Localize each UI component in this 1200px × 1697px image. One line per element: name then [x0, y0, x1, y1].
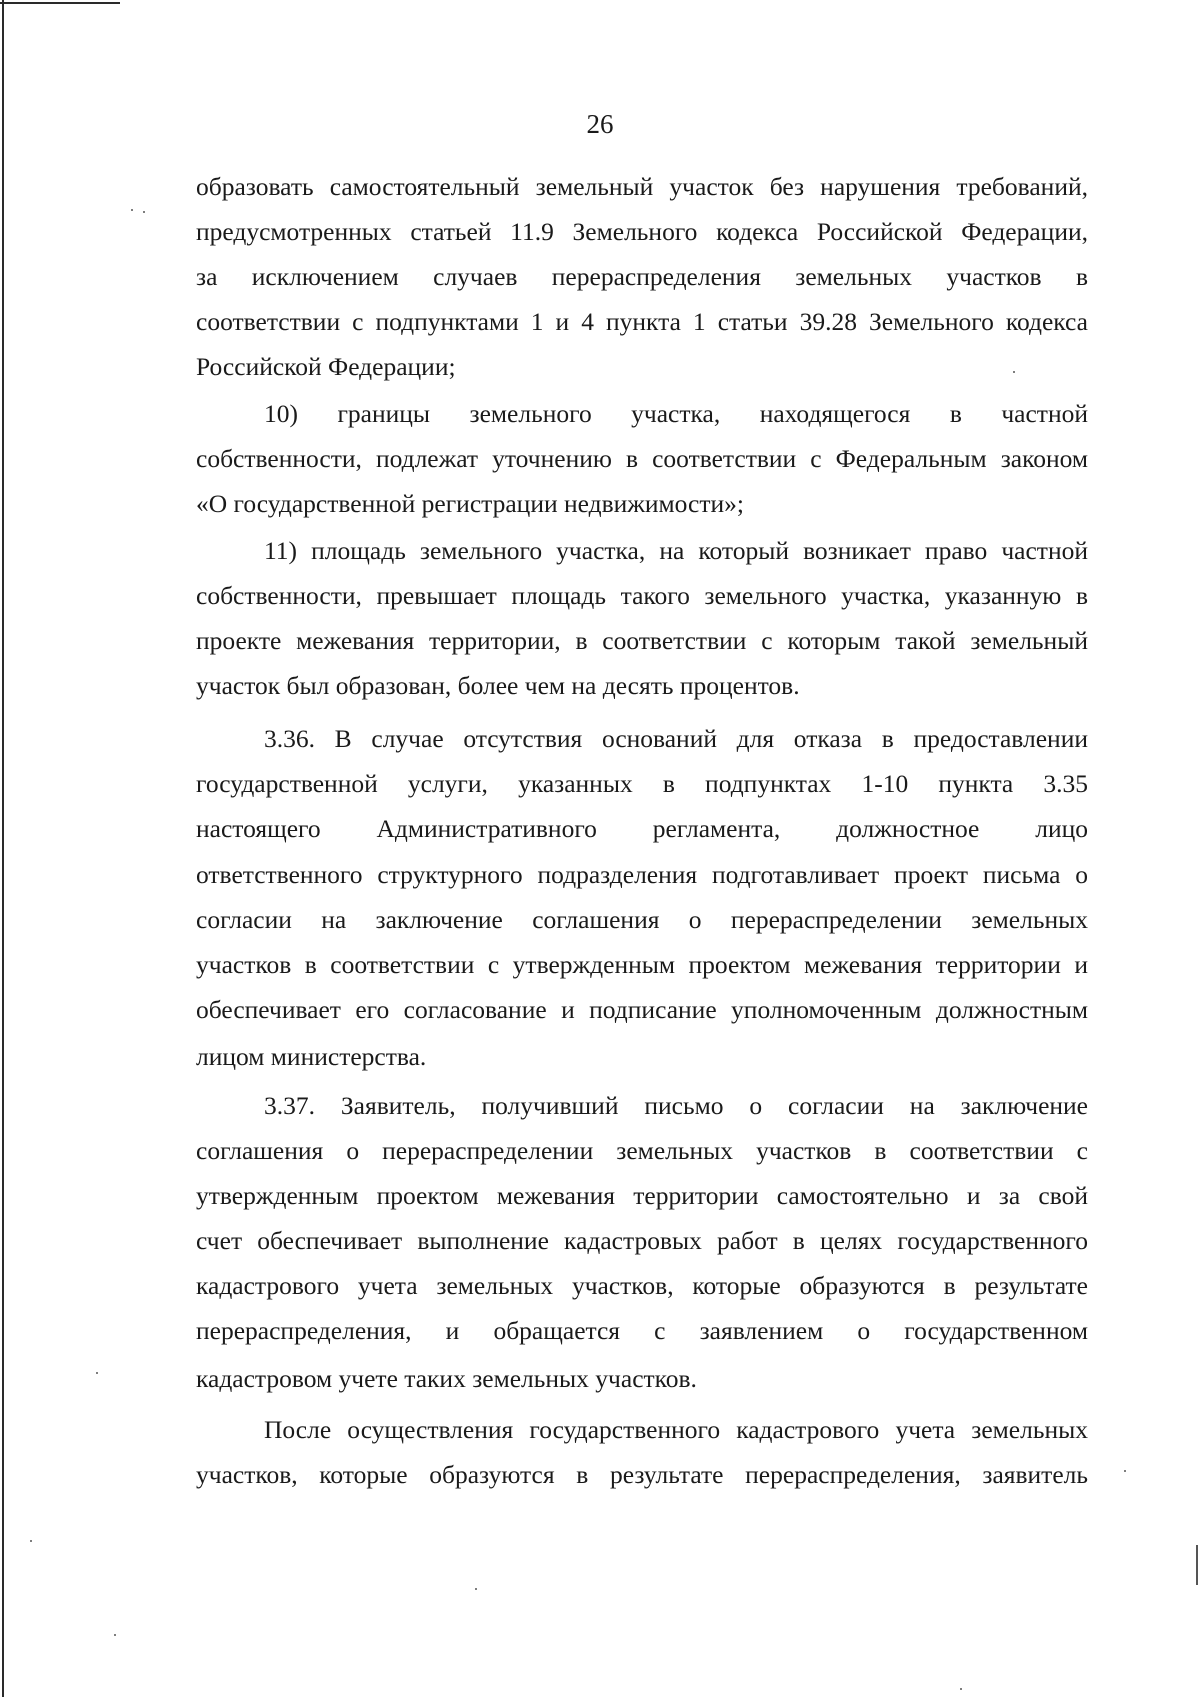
text-line: «О государственной регистрации недвижимости»; [196, 489, 745, 518]
text-line: соглашения о перераспределении земельных участков в соответствии с [196, 1136, 1088, 1165]
text-line: лицом министерства. [196, 1042, 427, 1071]
page-number: 26 [586, 109, 614, 139]
text-line: обеспечивает его согласование и подписание уполномоченным должностным [196, 995, 1088, 1024]
text-line: участков в соответствии с утвержденным проектом межевания территории и [196, 950, 1088, 979]
scan-speck [96, 1372, 98, 1374]
text-line: соответствии с подпунктами 1 и 4 пункта 1 статьи 39.28 Земельного кодекса [196, 307, 1088, 336]
text-line: участков, которые образуются в результате перераспределения, заявитель [196, 1460, 1088, 1489]
scan-border-left [2, 0, 4, 1697]
text-line: счет обеспечивает выполнение кадастровых работ в целях государственного [196, 1226, 1088, 1255]
text-line: 3.36. В случае отсутствия оснований для отказа в предоставлении [264, 724, 1088, 753]
text-line: ответственного структурного подразделения подготавливает проект письма о [196, 860, 1088, 889]
text-line: кадастровом учете таких земельных участков. [196, 1364, 697, 1393]
text-line: кадастрового учета земельных участков, которые образуются в результате [196, 1271, 1088, 1300]
text-line: согласии на заключение соглашения о перераспределении земельных [196, 905, 1088, 934]
text-line: После осуществления государственного кадастрового учета земельных [264, 1415, 1088, 1444]
text-line: перераспределения, и обращается с заявлением о государственном [196, 1316, 1088, 1345]
scan-border-top [0, 2, 120, 4]
text-line: 3.37. Заявитель, получивший письмо о согласии на заключение [264, 1091, 1088, 1120]
scan-speck [1196, 1545, 1198, 1585]
text-line: государственной услуги, указанных в подпунктах 1-10 пункта 3.35 [196, 769, 1088, 798]
scan-speck [1013, 371, 1015, 373]
text-line: участок был образован, более чем на десять процентов. [196, 671, 800, 700]
text-line: утвержденным проектом межевания территории самостоятельно и за свой [196, 1181, 1088, 1210]
text-line: настоящего Административного регламента, должностное лицо [196, 814, 1088, 843]
scan-speck [475, 1588, 477, 1590]
text-line: предусмотренных статьей 11.9 Земельного кодекса Российской Федерации, [196, 217, 1088, 246]
text-line: собственности, превышает площадь такого земельного участка, указанную в [196, 581, 1088, 610]
scan-speck [960, 1688, 962, 1690]
scan-speck [1124, 1470, 1126, 1472]
scan-speck [131, 209, 133, 211]
scan-speck [114, 1634, 116, 1636]
text-line: образовать самостоятельный земельный участок без нарушения требований, [196, 172, 1088, 201]
scan-speck [143, 211, 145, 213]
text-line: 11) площадь земельного участка, на который возникает право частной [264, 536, 1088, 565]
text-line: 10) границы земельного участка, находящегося в частной [264, 399, 1088, 428]
text-line: Российской Федерации; [196, 352, 456, 381]
text-line: собственности, подлежат уточнению в соответствии с Федеральным законом [196, 444, 1088, 473]
scan-speck [30, 1540, 32, 1542]
text-line: за исключением случаев перераспределения земельных участков в [196, 262, 1088, 291]
text-line: проекте межевания территории, в соответствии с которым такой земельный [196, 626, 1088, 655]
